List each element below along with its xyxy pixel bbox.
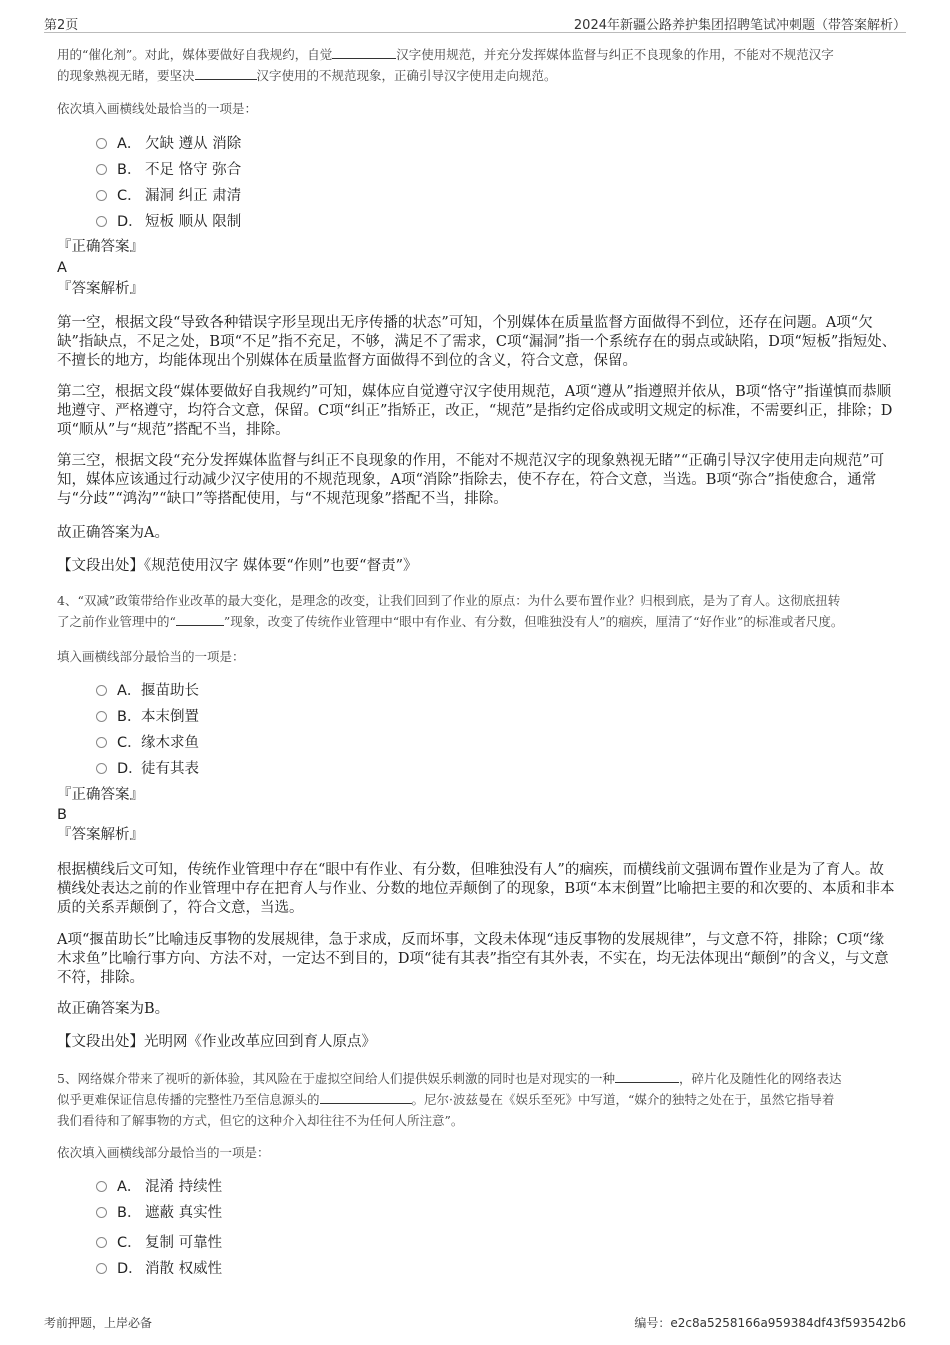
- radio-icon[interactable]: [96, 711, 107, 722]
- analysis-paragraph: 第三空，根据文段“充分发挥媒体监督与纠正不良现象的作用，不能对不规范汉字的现象熟视无睹”“正确引导汉字使用走向规范”可知，媒体应该通过行动减少汉字使用的不规范现象，A项“消除”指除去，使不存在，符合文意，当选。B项“弥合”指使愈合，通常与“分歧”“鸿沟”“缺口”等搭配使用，与“不规范现象”搭配不当，排除。: [57, 453, 885, 507]
- conclusion: 故正确答案为A。: [57, 525, 169, 541]
- analysis-paragraph: 第二空，根据文段“媒体要做好自我规约”可知，媒体应自觉遵守汉字使用规范，A项“遵从”指遵照并依从，B项“恪守”指谨慎而恭顺地遵守、严格遵守，均符合文意，保留。C项“纠正”指矫正，改正，“规范”是指约定俗成或明文规定的标准，不需要纠正，排除；D项“顺从”与“规范”搭配不当，排除。: [57, 384, 893, 438]
- analysis-label: 『答案解析』: [57, 281, 144, 297]
- option-c[interactable]: C．缘木求鱼: [96, 730, 496, 756]
- blank-line: [332, 45, 396, 59]
- answer-value: A: [57, 260, 67, 276]
- blank-line: [320, 1090, 412, 1104]
- conclusion: 故正确答案为B。: [57, 1001, 170, 1017]
- footer-slogan: 考前押题，上岸必备: [44, 1316, 153, 1330]
- analysis-paragraph: A项“揠苗助长”比喻违反事物的发展规律，急于求成，反而坏事，文段未体现“违反事物的发展规律”，与文意不符，排除；C项“缘木求鱼”比喻行事方向、方法不对，一定达不到目的，D项“徒有其表”指空有其外表，不实在，均无法体现出“颠倒”的含义，与文意不符，排除。: [57, 932, 889, 986]
- q4-options: [96, 678, 496, 782]
- radio-icon[interactable]: [96, 1181, 107, 1192]
- option-a[interactable]: A．揠苗助长: [96, 678, 496, 704]
- radio-icon[interactable]: [96, 1207, 107, 1218]
- option-d[interactable]: D．徒有其表: [96, 756, 496, 782]
- radio-icon[interactable]: [96, 737, 107, 748]
- document-id: 编号：e2c8a5258166a959384df43f593542b6: [634, 1316, 906, 1330]
- option-b[interactable]: B．本末倒置: [96, 704, 496, 730]
- q5-options: [96, 1174, 496, 1282]
- option-d[interactable]: D． 消散 权威性: [96, 1256, 496, 1282]
- radio-icon[interactable]: [96, 1237, 107, 1248]
- page-footer: [44, 1312, 906, 1332]
- q5-stem: 5、网络媒介带来了视听的新体验，其风险在于虚拟空间给人们提供娱乐刺激的同时也是对现实的一种 ，碎片化及随性化的网络表达 似乎更难保证信息传播的完整性乃至信息源头的 。尼尔·波兹曼在《娱乐至死》中写道，“媒介的独特之处在于，虽然它指导着 我们看待和了解事物的方式，但它的这种介入却往往不为任何人所注意”。: [57, 1071, 842, 1128]
- q4-stem: 4、“双减”政策带给作业改革的最大变化，是理念的改变，让我们回到了作业的原点：为什么要布置作业？归根到底，是为了育人。这彻底扭转 了之前作业管理中的“ ”现象，改变了传统作业管理中“眼中有作业、有分数，但唯独没有人”的痼疾，厘清了“好作业”的标准或者尺度。: [57, 593, 844, 629]
- answer-value: B: [57, 807, 67, 823]
- q3-stem: 用的“催化剂”。对此，媒体要做好自我规约，自觉 汉字使用规范，并充分发挥媒体监督与纠正不良现象的作用，不能对不规范汉字 的现象熟视无睹，要坚决 汉字使用的不规范现象，正确引导汉字使用走向规范。: [57, 47, 834, 83]
- blank-line: [176, 612, 224, 626]
- q4-prompt: 填入画横线部分最恰当的一项是：: [57, 649, 245, 664]
- option-c[interactable]: C． 漏洞 纠正 肃清: [96, 183, 496, 209]
- radio-icon[interactable]: [96, 1263, 107, 1274]
- option-d[interactable]: D． 短板 顺从 限制: [96, 209, 496, 235]
- answer-label: 『正确答案』: [57, 239, 144, 255]
- radio-icon[interactable]: [96, 763, 107, 774]
- analysis-label: 『答案解析』: [57, 827, 144, 843]
- page-header: [44, 10, 906, 33]
- source-citation: 【文段出处】《规范使用汉字 媒体要“作则”也要“督责”》: [57, 558, 418, 574]
- option-a[interactable]: A． 混淆 持续性: [96, 1174, 496, 1200]
- option-a[interactable]: A． 欠缺 遵从 消除: [96, 131, 496, 157]
- q3-prompt: 依次填入画横线处最恰当的一项是：: [57, 101, 258, 116]
- radio-icon[interactable]: [96, 164, 107, 175]
- radio-icon[interactable]: [96, 216, 107, 227]
- blank-line: [195, 66, 257, 80]
- radio-icon[interactable]: [96, 138, 107, 149]
- blank-line: [615, 1069, 679, 1083]
- answer-label: 『正确答案』: [57, 787, 144, 803]
- document-title: 2024年新疆公路养护集团招聘笔试冲刺题（带答案解析）: [573, 18, 906, 33]
- option-b[interactable]: B． 遮蔽 真实性: [96, 1200, 496, 1226]
- option-b[interactable]: B． 不足 恪守 弥合: [96, 157, 496, 183]
- q5-prompt: 依次填入画横线部分最恰当的一项是：: [57, 1145, 270, 1160]
- analysis-paragraph: 第一空，根据文段“导致各种错误字形呈现出无序传播的状态”可知，个别媒体在质量监督方面做得不到位，还存在问题。A项“欠缺”指缺点，不足之处，B项“不足”指不充足，不够，满足不了需求，C项“漏洞”指一个系统存在的弱点或缺陷，D项“短板”指短处、不擅长的地方，均能体现出个别媒体在质量监督方面做得不到位的含义，符合文意，保留。: [57, 315, 897, 369]
- q3-options: [96, 131, 496, 235]
- radio-icon[interactable]: [96, 685, 107, 696]
- analysis-paragraph: 根据横线后文可知，传统作业管理中存在“眼中有作业、有分数，但唯独没有人”的痼疾，而横线前文强调布置作业是为了育人。故横线处表达之前的作业管理中存在把育人与作业、分数的地位弄颠倒了的现象，B项“本末倒置”比喻把主要的和次要的、本质和非本质的关系弄颠倒了，符合文意，当选。: [57, 862, 895, 916]
- radio-icon[interactable]: [96, 190, 107, 201]
- source-citation: 【文段出处】光明网《作业改革应回到育人原点》: [57, 1034, 376, 1050]
- option-c[interactable]: C． 复制 可靠性: [96, 1230, 496, 1256]
- page-number: 第2页: [44, 18, 79, 33]
